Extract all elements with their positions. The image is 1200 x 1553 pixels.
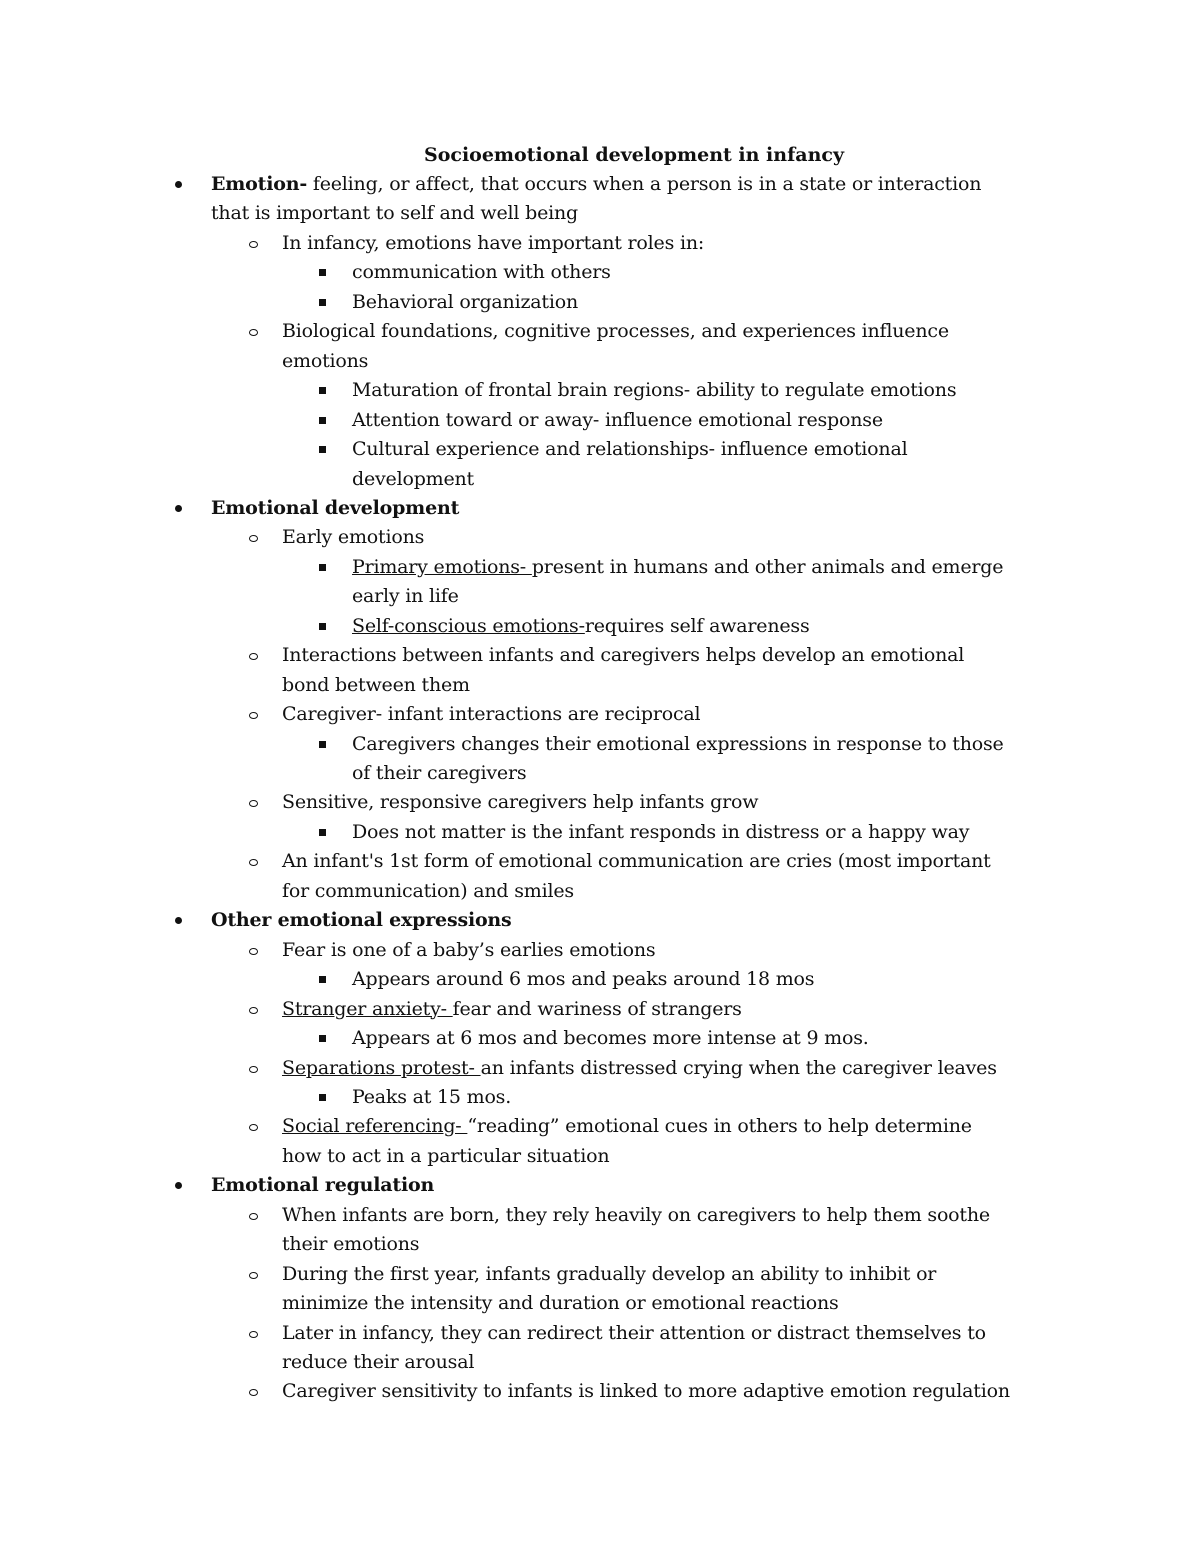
outline-line <box>352 1083 511 1112</box>
outline-line <box>352 258 611 287</box>
outline-line <box>282 1289 839 1318</box>
heading-term: Emotion- <box>211 173 308 195</box>
bullet-square-icon <box>319 387 326 394</box>
line-text: Sensitive, responsive caregivers help infants grow <box>282 791 759 814</box>
bullet-circle-icon <box>249 800 258 807</box>
bullet-square-icon <box>319 623 326 630</box>
line-text: During the first year, infants gradually develop an ability to inhibit or <box>282 1262 937 1285</box>
line-text: Later in infancy, they can redirect their attention or distract themselves to <box>282 1321 986 1344</box>
outline-line <box>282 1230 419 1259</box>
outline-line <box>282 1319 986 1348</box>
underlined-term: Social referencing- <box>282 1115 468 1138</box>
line-text: Appears around 6 mos and peaks around 18 mos <box>352 968 815 991</box>
line-text: “reading” emotional cues in others to help determine <box>467 1115 972 1138</box>
bullet-disc-icon <box>175 917 182 924</box>
bullet-circle-icon <box>249 1213 258 1220</box>
bullet-circle-icon <box>249 241 258 248</box>
bullet-circle-icon <box>249 1331 258 1338</box>
line-text: of their caregivers <box>352 762 527 784</box>
outline-line <box>282 1054 997 1083</box>
outline-line <box>282 641 964 670</box>
document-title: Socioemotional development in infancy <box>423 144 844 166</box>
bullet-circle-icon <box>249 1007 258 1014</box>
outline-line <box>282 671 470 700</box>
bullet-circle-icon <box>249 535 258 542</box>
line-text: Biological foundations, cognitive processes, and experiences influence <box>282 320 949 343</box>
outline-line <box>282 877 574 906</box>
line-text: Caregiver- infant interactions are reciprocal <box>282 703 701 726</box>
bullet-circle-icon <box>249 859 258 866</box>
line-text: bond between them <box>282 673 470 696</box>
outline-line <box>282 523 424 552</box>
outline-line <box>282 847 991 876</box>
bullet-circle-icon <box>249 1272 258 1279</box>
bullet-circle-icon <box>249 1124 258 1131</box>
line-text: their emotions <box>282 1233 420 1256</box>
outline-line <box>282 1348 474 1377</box>
line-text: Appears at 6 mos and becomes more intense at 9 mos. <box>352 1027 869 1050</box>
outline-line <box>352 553 1003 582</box>
bullet-square-icon <box>319 1035 326 1042</box>
outline-line <box>352 759 526 788</box>
outline-line <box>282 229 704 258</box>
bullet-square-icon <box>319 564 326 571</box>
line-text: requires self awareness <box>584 614 810 637</box>
outline-line <box>211 906 512 935</box>
outline-line <box>282 788 758 817</box>
underlined-term: Separations protest- <box>282 1056 481 1079</box>
line-text: communication with others <box>352 261 611 284</box>
line-text: emotions <box>282 349 369 372</box>
bullet-square-icon <box>319 299 326 306</box>
outline-line <box>282 1201 990 1230</box>
line-text: development <box>352 467 474 490</box>
heading-term: Other emotional expressions <box>211 909 512 932</box>
line-text: Does not matter is the infant responds in distress or a happy way <box>352 820 970 843</box>
outline-line <box>352 465 474 494</box>
outline-line <box>352 582 459 611</box>
bullet-square-icon <box>319 976 326 983</box>
line-text: When infants are born, they rely heavily on caregivers to help them soothe <box>282 1203 990 1226</box>
heading-term: Emotional development <box>211 496 460 519</box>
underlined-term: Primary emotions- <box>352 555 532 578</box>
line-text: an infants distressed crying when the caregiver leaves <box>480 1056 997 1079</box>
outline-line <box>352 612 810 641</box>
line-text: Caregiver sensitivity to infants is linked to more adaptive emotion regulation <box>282 1380 1010 1403</box>
outline-line <box>352 730 1004 759</box>
outline-line <box>282 995 742 1024</box>
line-text: Behavioral organization <box>352 290 578 313</box>
line-text: minimize the intensity and duration or emotional reactions <box>282 1292 839 1315</box>
bullet-circle-icon <box>249 1066 258 1073</box>
outline-line <box>282 1112 972 1141</box>
outline-line <box>352 406 883 435</box>
outline-line <box>211 1171 434 1200</box>
bullet-square-icon <box>319 829 326 836</box>
bullet-square-icon <box>319 269 326 276</box>
bullet-circle-icon <box>249 1389 258 1396</box>
line-text: reduce their arousal <box>282 1351 475 1373</box>
line-text: early in life <box>352 585 459 608</box>
outline-line <box>211 199 578 228</box>
underlined-term: Self-conscious emotions- <box>352 614 585 637</box>
outline-line <box>211 170 981 199</box>
line-text: Attention toward or away- influence emotional response <box>352 408 883 431</box>
outline-line <box>211 494 459 523</box>
bullet-circle-icon <box>249 948 258 955</box>
line-text: Fear is one of a baby’s earlies emotions <box>282 938 656 961</box>
bullet-circle-icon <box>249 329 258 336</box>
line-text: Maturation of frontal brain regions- ability to regulate emotions <box>352 379 957 402</box>
line-text: Early emotions <box>282 526 425 549</box>
bullet-square-icon <box>319 1094 326 1101</box>
outline-line <box>352 288 578 317</box>
outline-line <box>352 818 969 847</box>
bullet-circle-icon <box>249 653 258 660</box>
line-text: present in humans and other animals and emerge <box>531 555 1004 578</box>
line-text: fear and wariness of strangers <box>452 997 742 1020</box>
line-text: Peaks at 15 mos. <box>352 1085 512 1108</box>
line-text: how to act in a particular situation <box>282 1144 610 1167</box>
line-text: In infancy, emotions have important roles in: <box>282 231 705 254</box>
bullet-disc-icon <box>175 181 182 188</box>
line-text: Cultural experience and relationships- influence emotional <box>352 438 908 461</box>
underlined-term: Stranger anxiety- <box>282 997 453 1020</box>
bullet-square-icon <box>319 741 326 748</box>
line-text: that is important to self and well being <box>211 202 578 225</box>
outline-line <box>282 317 949 346</box>
heading-term: Emotional regulation <box>211 1174 435 1197</box>
line-text: Caregivers changes their emotional expressions in response to those <box>352 732 1004 755</box>
bullet-circle-icon <box>249 712 258 719</box>
outline-line <box>282 347 368 376</box>
line-text: Interactions between infants and caregivers helps develop an emotional <box>282 644 965 667</box>
outline-line <box>352 1024 869 1053</box>
outline-line <box>282 1142 609 1171</box>
bullet-disc-icon <box>175 1182 182 1189</box>
outline-line <box>352 965 814 994</box>
bullet-square-icon <box>319 417 326 424</box>
line-text: An infant's 1st form of emotional communication are cries (most important <box>282 850 991 873</box>
outline-line <box>282 700 700 729</box>
outline-line <box>282 936 655 965</box>
outline-line <box>282 1260 936 1289</box>
outline-line <box>352 376 956 405</box>
outline-line <box>352 435 907 464</box>
line-text: feeling, or affect, that occurs when a person is in a state or interaction <box>307 173 982 195</box>
bullet-disc-icon <box>175 505 182 512</box>
bullet-square-icon <box>319 446 326 453</box>
outline-line <box>282 1377 1010 1406</box>
line-text: for communication) and smiles <box>282 879 574 902</box>
